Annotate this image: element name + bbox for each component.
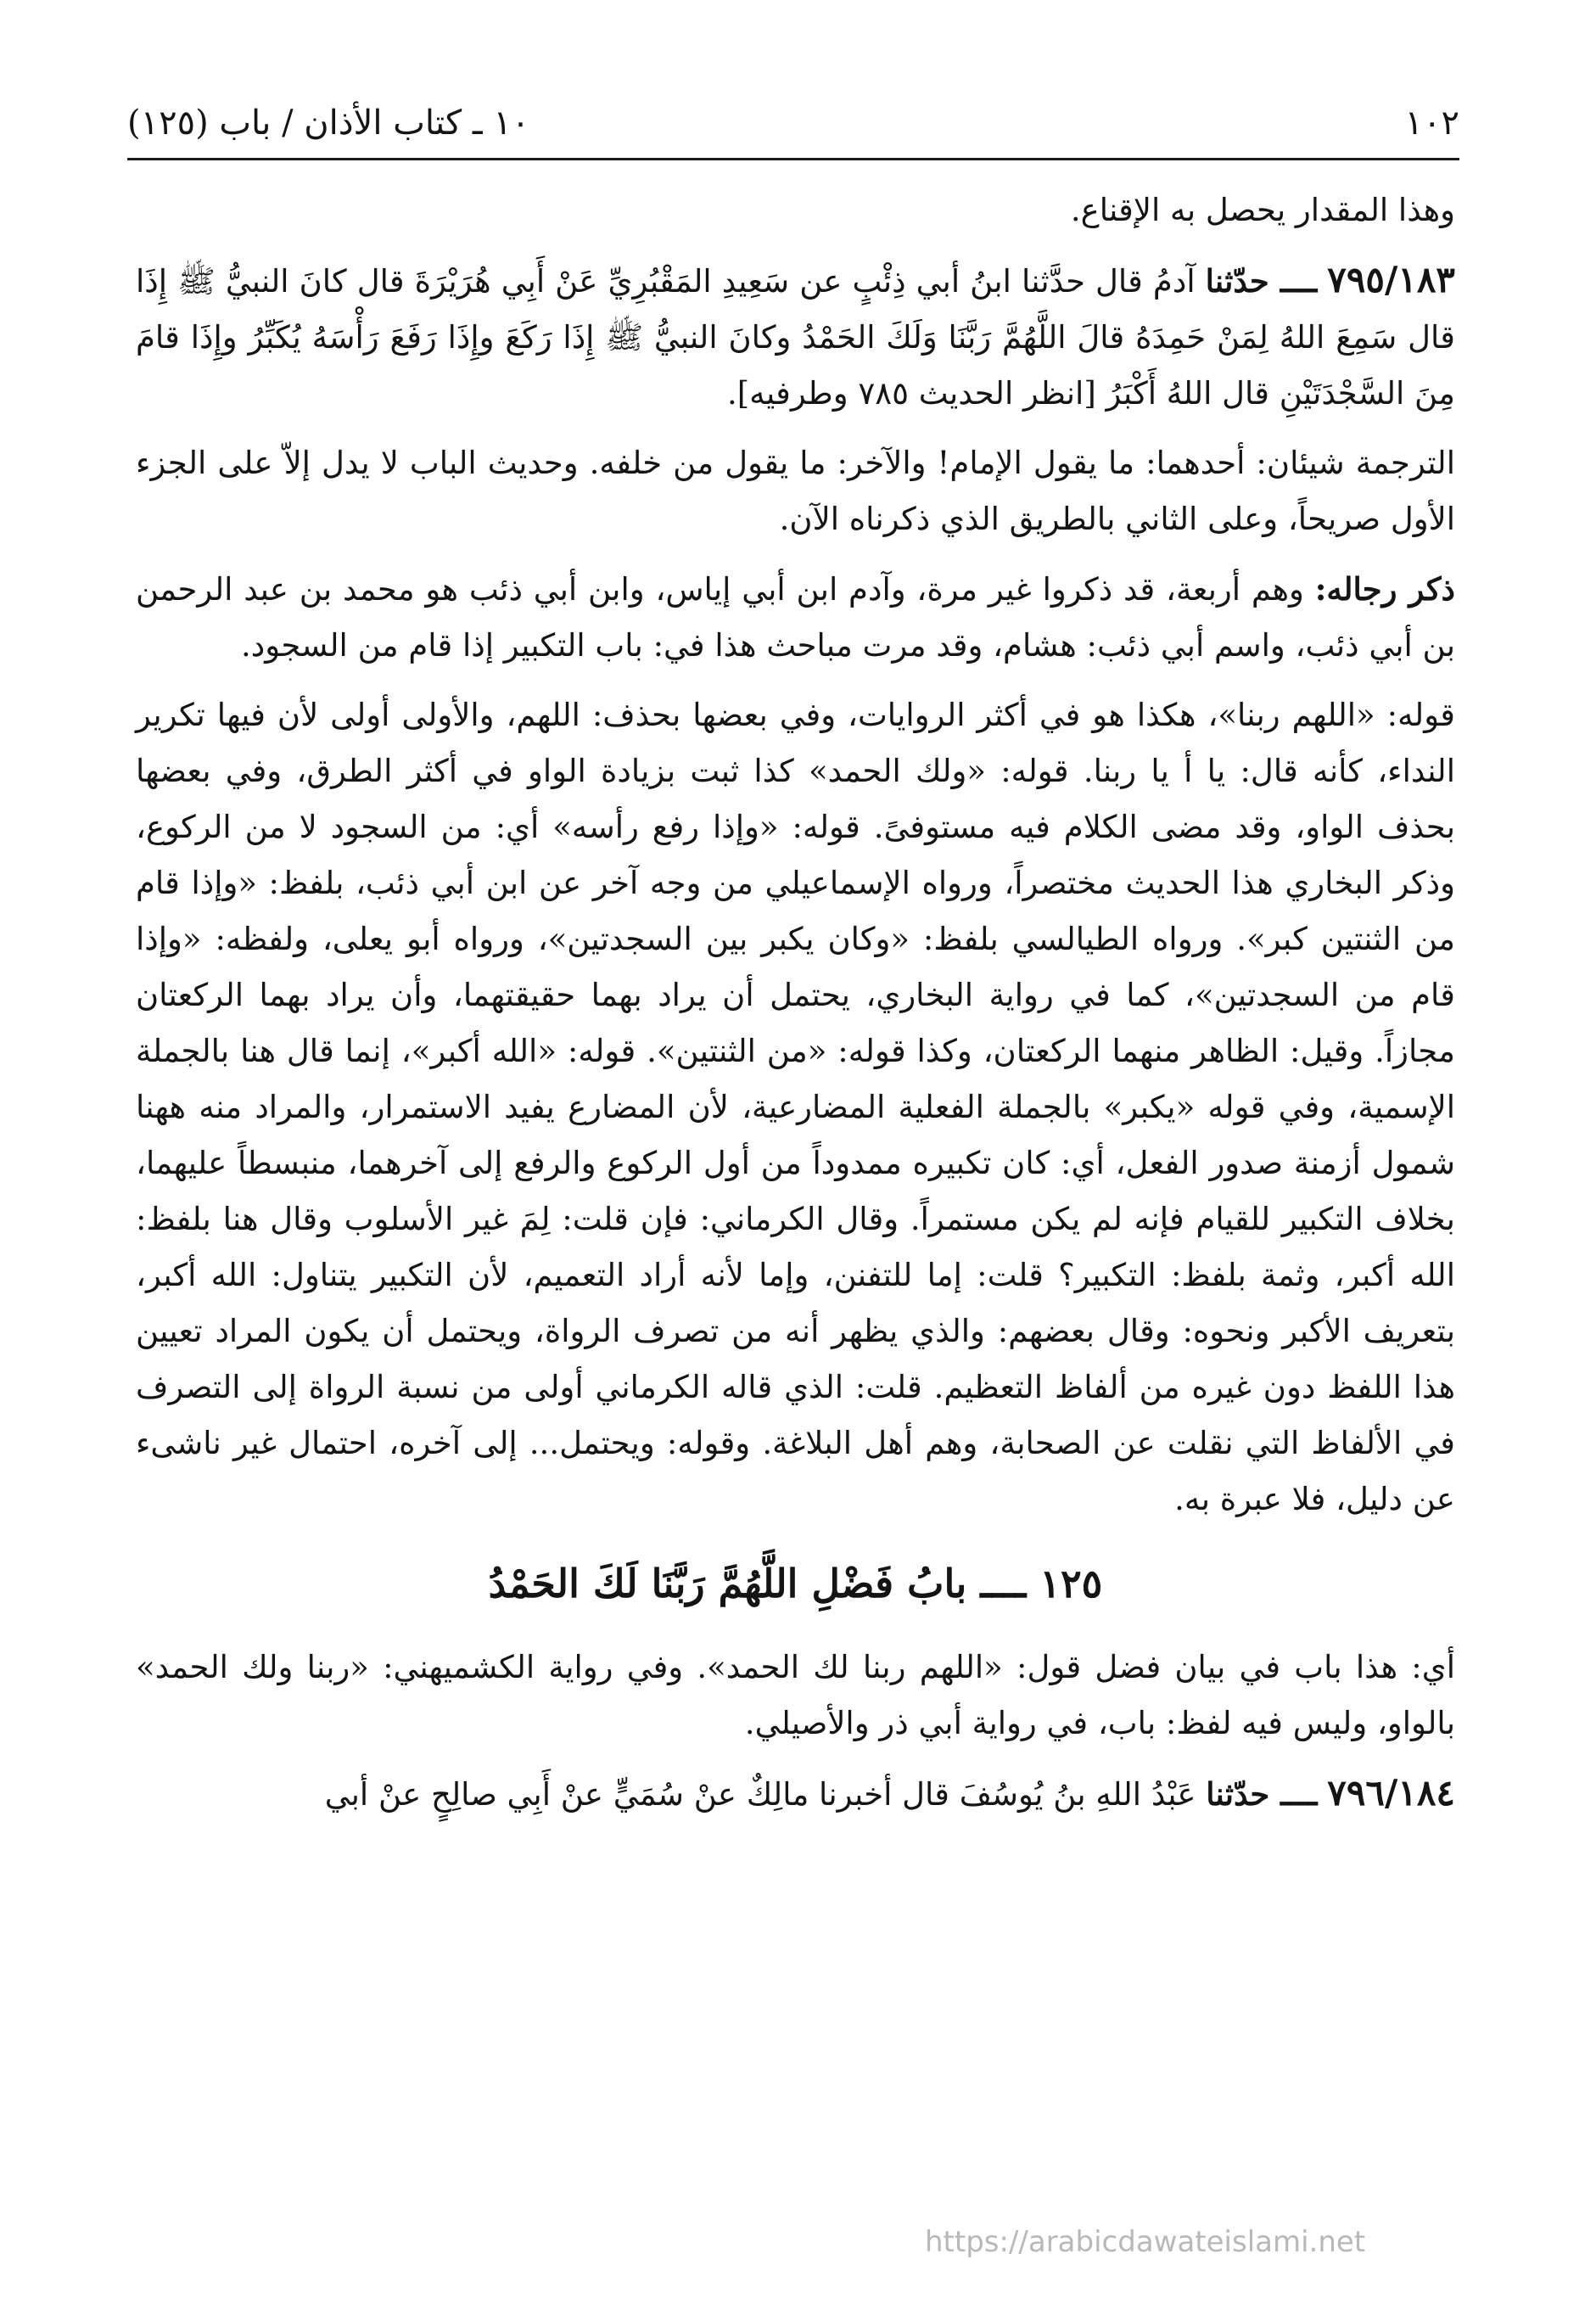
hadith-lead: حدّثنا: [1205, 262, 1269, 300]
chapter-title: ١٢٥ ــــ بابُ فَضْلِ اللَّهُمَّ رَبَّنَا لَكَ الحَمْدُ: [488, 1561, 1103, 1606]
hadith-number: ٧٩٥/١٨٣: [1327, 259, 1455, 300]
hadith-183: ٧٩٥/١٨٣ ــــ حدّثنا آدمُ قال حدَّثنا ابنُ أبي ذِئْبٍ عن سَعِيدِ المَقْبُرِيِّ عَنْ أَبِي هُرَيْرَةَ قال كانَ النبيُّ ﷺ إِذَا قال سَمِعَ اللهُ لِمَنْ حَمِدَهُ قالَ اللَّهُمَّ رَبَّنَا وَلَكَ الحَمْدُ وكانَ النبيُّ ﷺ إِذَا رَكَعَ وإِذَا رَفَعَ رَأْسَهُ يُكَبِّرُ وإِذَا قامَ مِنَ السَّجْدَتَيْنِ قال اللهُ أَكْبَرُ [انظر الحديث ٧٨٥ وطرفيه].: [136, 259, 1455, 412]
chapter-note: أي: هذا باب في بيان فضل قول: «اللهم ربنا لك الحمد». وفي رواية الكشميهني: «ربنا ولك الحمد» بالواو، وليس فيه لفظ: باب، في رواية أبي ذر والأصيلي.: [136, 1649, 1455, 1741]
hadith-text: عَبْدُ اللهِ بنُ يُوسُفَ قال أخبرنا مالِكٌ عنْ سُمَيٍّ عنْ أَبِي صالِحٍ عنْ أبي: [324, 1776, 1196, 1813]
intro-line: وهذا المقدار يحصل به الإقناع.: [1070, 192, 1455, 228]
hadith-lead: حدّثنا: [1206, 1775, 1270, 1813]
page-header: [127, 93, 1459, 153]
commentary-paragraph: قوله: «اللهم ربنا»، هكذا هو في أكثر الروايات، وفي بعضها بحذف: اللهم، والأولى أولى لأن فيها تكرير النداء، كأنه قال: يا أ يا ربنا. قوله: «ولك الحمد» كذا ثبت بزيادة الواو في أكثر الطرق، وفي بعضها بحذف الواو، وقد مضى الكلام فيه مستوفىً. قوله: «وإذا رفع رأسه» أي: من السجود لا من الركوع، وذكر البخاري هذا الحديث مختصراً، ورواه الإسماعيلي من وجه آخر عن ابن أبي ذئب، بلفظ: «وإذا قام من الثنتين كبر». ورواه الطيالسي بلفظ: «وكان يكبر بين السجدتين»، ورواه أبو يعلى، ولفظه: «وإذا قام من السجدتين»، كما في رواية البخاري، يحتمل أن يراد بهما حقيقتهما، وأن يراد بهما الركعتان مجازاً. وقيل: الظاهر منهما الركعتان، وكذا قوله: «من الثنتين». قوله: «الله أكبر»، إنما قال هنا بالجملة الإسمية، وفي قوله «يكبر» بالجملة الفعلية المضارعية، لأن المضارع يفيد الاستمرار، والمراد منه ههنا شمول أزمنة صدور الفعل، أي: كان تكبيره ممدوداً من أول الركوع والرفع إلى آخرهما، منبسطاً عليهما، بخلاف التكبير للقيام فإنه لم يكن مستمراً. وقال الكرماني: فإن قلت: لِمَ غير الأسلوب وقال هنا بلفظ: الله أكبر، وثمة بلفظ: التكبير؟ قلت: إما للتفنن، وإما لأنه أراد التعميم، لأن التكبير يتناول: الله أكبر، بتعريف الأكبر ونحوه: وقال بعضهم: والذي يظهر أنه من تصرف الرواة، ويحتمل أن يكون المراد تعيين هذا اللفظ دون غيره من ألفاظ التعظيم. قلت: الذي قاله الكرماني أولى من نسبة الرواة إلى التصرف في الألفاظ التي نقلت عن الصحابة، وهم أهل البلاغة. وقوله: ويحتمل... إلى آخره، احتمال غير ناشىء عن دليل، فلا عبرة به.: [136, 697, 1455, 1517]
hadith-text: آدمُ قال حدَّثنا ابنُ أبي ذِئْبٍ عن سَعِيدِ المَقْبُرِيِّ عَنْ أَبِي هُرَيْرَةَ قال كانَ النبيُّ ﷺ إِذَا قال سَمِعَ اللهُ لِمَنْ حَمِدَهُ قالَ اللَّهُمَّ رَبَّنَا وَلَكَ الحَمْدُ وكانَ النبيُّ ﷺ إِذَا رَكَعَ وإِذَا رَفَعَ رَأْسَهُ يُكَبِّرُ وإِذَا قامَ مِنَ السَّجْدَتَيْنِ قال اللهُ أَكْبَرُ [انظر الحديث ٧٨٥ وطرفيه].: [136, 263, 1455, 412]
watermark-url: https://arabicdawateislami.net: [925, 2225, 1366, 2259]
rijal-heading: ذكر رجاله:: [1314, 570, 1456, 608]
rijal-paragraph: [136, 561, 1455, 674]
rijal-text: وهم أربعة، قد ذكروا غير مرة، وآدم ابن أبي إياس، وابن أبي ذئب هو محمد بن عبد الرحمن بن أبي ذئب، واسم أبي ذئب: هشام، وقد مرت مباحث هذا في: باب التكبير إذا قام من السجود.: [136, 571, 1455, 664]
hadith-number: ٧٩٦/١٨٤: [1327, 1772, 1455, 1813]
header-divider: [127, 158, 1459, 160]
page-number: ١٠٢: [1404, 104, 1459, 143]
page-body: [136, 182, 1455, 1836]
running-title: ١٠ ـ كتاب الأذان / باب (١٢٥): [127, 104, 530, 143]
tarjama-paragraph: الترجمة شيئان: أحدهما: ما يقول الإمام! والآخر: ما يقول من خلفه. وحديث الباب لا يدل إلاّ على الجزء الأول صريحاً، وعلى الثاني بالطريق الذي ذكرناه الآن.: [136, 445, 1455, 537]
hadith-184: ٧٩٦/١٨٤ ــــ حدّثنا عَبْدُ اللهِ بنُ يُوسُفَ قال أخبرنا مالِكٌ عنْ سُمَيٍّ عنْ أَبِي صالِحٍ عنْ أبي: [324, 1772, 1455, 1813]
